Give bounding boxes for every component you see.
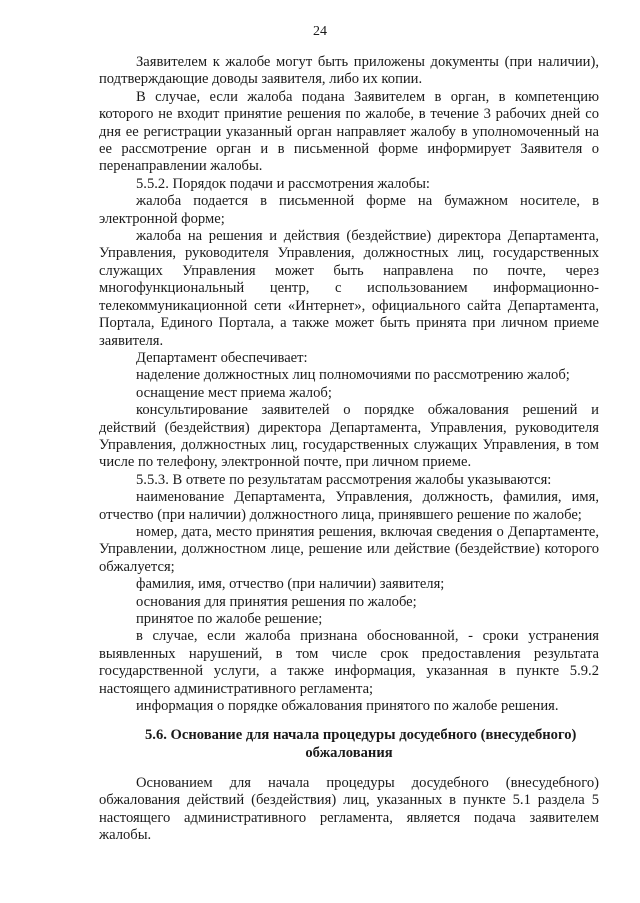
paragraph: консультирование заявителей о порядке обжалования решений и действий (бездействия) директора Департамента, Управления, руководителя Управления, должностных лиц, государственных служащих Управления, в том числе по телефону, электронной почте, при личном приеме. — [99, 402, 599, 471]
document-body — [99, 54, 599, 715]
paragraph: информация о порядке обжалования принятого по жалобе решения. — [136, 698, 559, 715]
section-heading-line2: обжалования — [305, 744, 393, 761]
closing-paragraph: Основанием для начала процедуры досудебного (внесудебного) обжалования действий (бездействия) лиц, указанных в пункте 5.1 раздела 5 настоящего административного регламента, является подача заявителем жалобы. — [99, 775, 599, 844]
paragraph: в случае, если жалоба признана обоснованной, - сроки устранения выявленных нарушений, в том числе срок предоставления результата государственной услуги, а также информация, указанная в пункте 5.9.2 настоящего административного регламента; — [99, 628, 599, 697]
paragraph: 5.5.3. В ответе по результатам рассмотрения жалобы указываются: — [136, 471, 552, 488]
paragraph: наименование Департамента, Управления, должность, фамилия, имя, отчество (при наличии) должностного лица, принявшего решение по жалобе; — [99, 489, 599, 523]
paragraph: фамилия, имя, отчество (при наличии) заявителя; — [136, 576, 445, 593]
section-heading-line1: 5.6. Основание для начала процедуры досудебного (внесудебного) — [145, 727, 577, 743]
closing-body — [99, 775, 599, 845]
paragraph: наделение должностных лиц полномочиями по рассмотрению жалоб; — [136, 367, 570, 384]
page-number: 24 — [313, 24, 327, 39]
paragraph: Департамент обеспечивает: — [136, 349, 308, 366]
section-heading — [99, 727, 599, 762]
paragraph: Заявителем к жалобе могут быть приложены документы (при наличии), подтверждающие доводы заявителя, либо их копии. — [99, 54, 599, 88]
paragraph: 5.5.2. Порядок подачи и рассмотрения жалобы: — [136, 175, 430, 192]
paragraph: В случае, если жалоба подана Заявителем в орган, в компетенцию которого не входит принятие решения по жалобе, в течение 3 рабочих дней со дня ее регистрации указанный орган направляет жалобу в уполномоченный на ее рассмотрение орган и в письменной форме информирует Заявителя о перенаправлении жалобы. — [99, 88, 599, 175]
paragraph: оснащение мест приема жалоб; — [136, 384, 332, 401]
paragraph: жалоба на решения и действия (бездействие) директора Департамента, Управления, руководителя Управления, должностных лиц, государственных служащих Управления может быть направлена по почте, через многофункциональный центр, с использованием информационно-телекоммуникационной сети «Интернет», официального сайта Департамента, Портала, Единого Портала, а также может быть принята при личном приеме заявителя. — [99, 228, 599, 349]
paragraph: основания для принятия решения по жалобе; — [136, 593, 417, 610]
paragraph: принятое по жалобе решение; — [136, 611, 323, 627]
paragraph: номер, дата, место принятия решения, включая сведения о Департаменте, Управлении, должностном лице, решение или действие (бездействие) которого обжалуется; — [99, 523, 599, 575]
paragraph: жалоба подается в письменной форме на бумажном носителе, в электронной форме; — [99, 193, 599, 227]
